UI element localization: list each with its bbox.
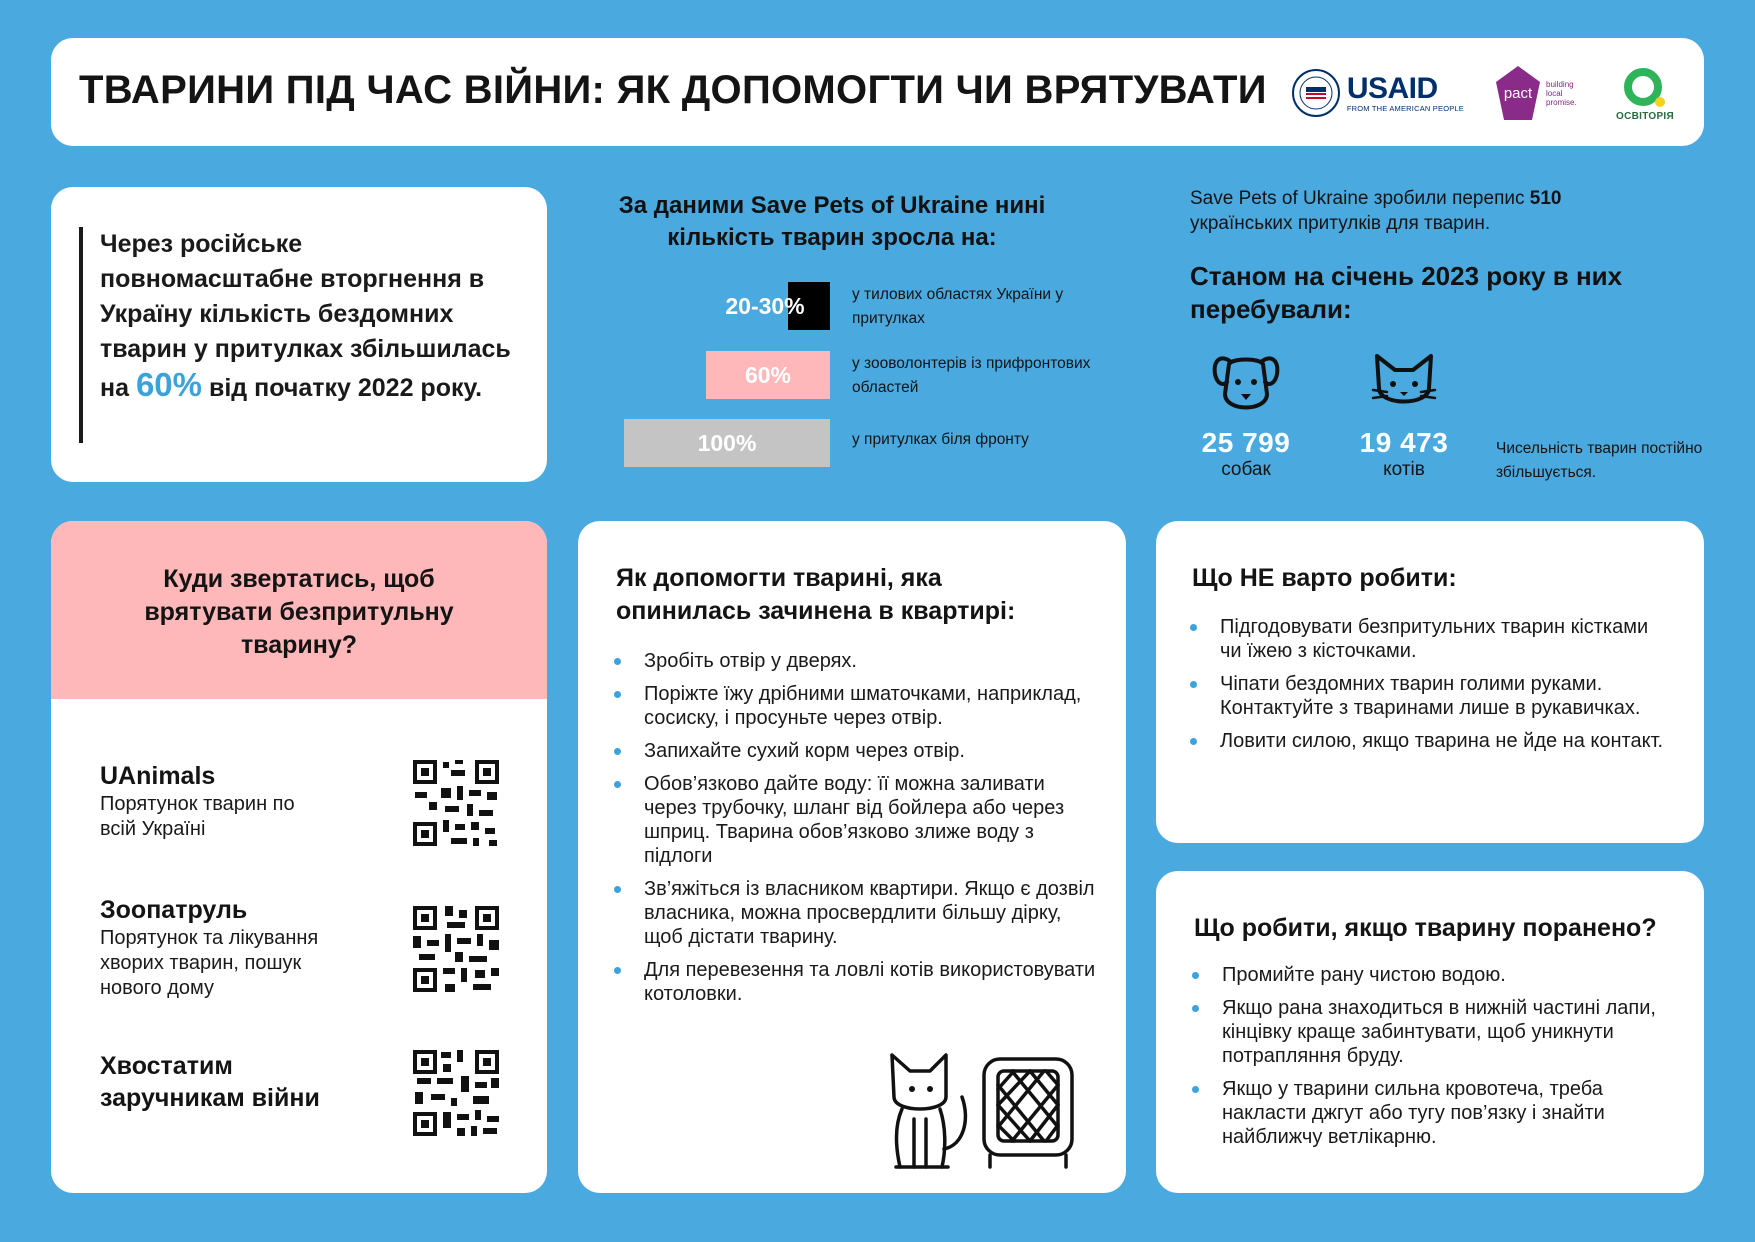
pact-logo — [1494, 64, 1586, 122]
cats-count: 19 473 — [1359, 427, 1449, 458]
list-item: Зробіть отвір у дверях. — [608, 649, 1098, 673]
org-description: Порятунок та лікування хворих тварин, пошук нового дому — [100, 927, 319, 999]
list-item: Зв’яжіться із власником квартири. Якщо є дозвіл власника, можна просвердлити більшу дірку, щоб дістати тварину. — [608, 877, 1098, 949]
list-item: Якщо рана знаходиться в нижній частині лапи, кінцівку краще забинтувати, щоб уникнути потрапляння бруду. — [1186, 996, 1676, 1068]
dont-do-title: Що НЕ варто робити: — [1192, 564, 1457, 592]
intro-text — [100, 227, 520, 406]
cats-label: котів — [1383, 459, 1425, 480]
where-to-call-card — [51, 521, 547, 1193]
header-card — [51, 38, 1704, 146]
zoopatrol-qr-code[interactable] — [411, 904, 501, 994]
osvitoria-name: ОСВІТОРІЯ — [1616, 110, 1674, 122]
pact-shape-icon — [1494, 64, 1542, 122]
stat-bar-frontline-volunteers: 60% — [706, 351, 830, 399]
cat-and-carrier-illustration — [884, 1049, 1084, 1173]
partner-logos — [1291, 60, 1674, 126]
cat-icon — [1369, 350, 1439, 422]
list-item: Поріжте їжу дрібними шматочками, наприклад, сосиску, і просуньте через отвір. — [608, 682, 1098, 730]
uanimals-qr-code[interactable] — [411, 758, 501, 848]
injured-animal-title: Що робити, якщо тварину поранено? — [1194, 914, 1657, 942]
tailed-hostages-qr-code[interactable] — [411, 1048, 501, 1138]
stat-label-frontline-volunteers: у зооволонтерів із прифронтових областей — [852, 355, 1091, 396]
dont-do-list — [1184, 615, 1674, 762]
where-to-call-title: Куди звертатись, щоб врятувати безпритульну тварину? — [144, 565, 454, 659]
pact-tagline: building local promise. — [1546, 79, 1577, 107]
stat-bar-front-shelters: 100% — [624, 419, 830, 467]
list-item: Якщо у тварини сильна кровотеча, треба накласти джгут або тугу пов’язку і знайти найближчу ветлікарню. — [1186, 1077, 1676, 1149]
osvitoria-logo — [1616, 65, 1674, 122]
org-uanimals — [100, 760, 300, 842]
usaid-logo — [1291, 68, 1464, 118]
list-item: Обов’язково дайте воду: її можна заливати через трубочку, шланг від бойлера або через шприц. Тварина обов’язково злиже воду з підлоги — [608, 772, 1098, 868]
list-item: Запихайте сухий корм через отвір. — [608, 739, 1098, 763]
list-item: Промийте рану чистою водою. — [1186, 963, 1676, 987]
intro-accent-bar — [79, 227, 83, 443]
how-to-help-card — [578, 521, 1126, 1193]
list-item: Підгодовувати безпритульних тварин кістками чи їжею з кісточками. — [1184, 615, 1674, 663]
census-text — [1190, 186, 1660, 236]
usaid-seal-icon — [1291, 68, 1341, 118]
org-zoopatrol — [100, 894, 360, 1001]
stat-bar-rear-value: 20-30% — [725, 292, 805, 319]
page-title: ТВАРИНИ ПІД ЧАС ВІЙНИ: ЯК ДОПОМОГТИ ЧИ ВРЯТУВАТИ — [79, 68, 1267, 112]
intro-card — [51, 187, 547, 482]
census-count: 510 — [1529, 188, 1562, 209]
stat-label-front-shelters: у притулках біля фронту — [852, 431, 1029, 448]
dogs-count: 25 799 — [1201, 427, 1291, 458]
how-to-help-title: Як допомогти тварині, яка опинилась зачинена в квартирі: — [616, 564, 1016, 625]
org-name: Зоопатруль — [100, 896, 248, 924]
intro-percent: 60% — [135, 366, 203, 403]
org-description: Порятунок тварин по всій Україні — [100, 793, 295, 840]
dont-do-card — [1156, 521, 1704, 843]
census-heading: Станом на січень 2023 року в них перебували: — [1190, 261, 1623, 324]
cats-stat — [1346, 350, 1462, 481]
intro-text-before: Через російське повномасштабне вторгнення в Україну кількість бездомних тварин у притулках збільшилась на — [100, 230, 511, 402]
intro-text-after: від початку 2022 року. — [202, 374, 483, 402]
stats-title: За даними Save Pets of Ukraine нині кількість тварин зросла на: — [618, 192, 1046, 251]
census-text-after: українських притулків для тварин. — [1190, 213, 1491, 234]
list-item: Чіпати бездомних тварин голими руками. Контактуйте з тваринами лише в рукавичках. — [1184, 672, 1674, 720]
usaid-tagline: FROM THE AMERICAN PEOPLE — [1346, 103, 1465, 113]
census-text-before: Save Pets of Ukraine зробили перепис — [1190, 188, 1530, 209]
org-name: UAnimals — [100, 762, 216, 790]
growth-note: Чисельність тварин постійно збільшується. — [1496, 440, 1703, 481]
injured-animal-list — [1186, 963, 1676, 1158]
how-to-help-list — [608, 649, 1098, 1015]
osvitoria-ring-icon — [1623, 65, 1667, 109]
dogs-label: собак — [1221, 459, 1271, 480]
stat-label-rear: у тилових областях України у притулках — [852, 286, 1064, 327]
pact-name: pact — [1503, 85, 1533, 102]
org-name: Хвостатим заручникам війни — [100, 1052, 320, 1112]
dog-icon — [1211, 350, 1281, 422]
dogs-stat — [1188, 350, 1304, 481]
org-tailed-hostages — [100, 1050, 340, 1114]
injured-animal-card — [1156, 871, 1704, 1193]
list-item: Для перевезення та ловлі котів використовувати котоловки. — [608, 958, 1098, 1006]
list-item: Ловити силою, якщо тварина не йде на контакт. — [1184, 729, 1674, 753]
usaid-name: USAID — [1346, 71, 1438, 105]
